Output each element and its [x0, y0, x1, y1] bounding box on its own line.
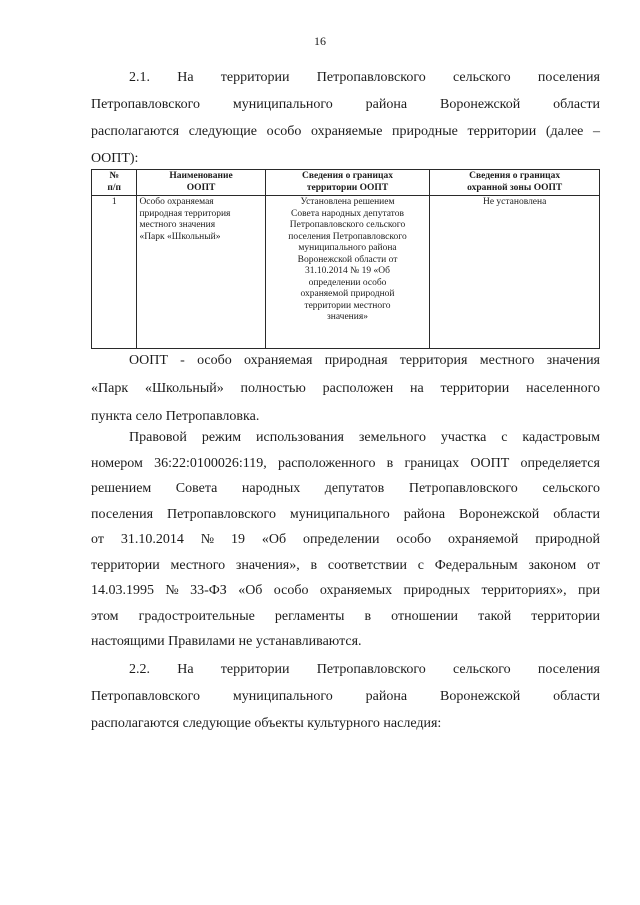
text-line	[91, 662, 600, 689]
word: населенного	[526, 381, 600, 396]
word: использования	[256, 430, 344, 445]
word: от	[587, 557, 600, 573]
word: номером	[91, 455, 143, 471]
word: располагаются	[91, 124, 180, 139]
word: области	[553, 689, 600, 704]
word: определении	[302, 532, 380, 547]
cell-boundaries: Установлена решением Совета народных депутатов Петропавловского сельского поселения Петропавловского муниципального района Воронежской области от 31.10.2014 № 19 «Об определении особо охраняемой природной территории местного значения»	[265, 196, 430, 349]
text-line	[91, 609, 600, 635]
word: от	[91, 532, 104, 547]
word: на	[410, 381, 424, 396]
word: с	[417, 557, 424, 573]
text-line	[91, 634, 600, 660]
text-line	[91, 558, 600, 584]
word: границах	[404, 455, 460, 471]
word: района	[365, 689, 408, 704]
word: такой	[478, 608, 512, 624]
word: территории	[91, 557, 160, 573]
text-line	[91, 381, 600, 409]
text-line	[91, 481, 600, 507]
word: природные	[392, 124, 458, 139]
text-line	[91, 583, 600, 609]
word: «Об	[261, 532, 287, 547]
text-line	[91, 456, 600, 482]
word: в	[386, 455, 394, 471]
word: с	[501, 430, 508, 445]
word: особо	[396, 532, 432, 547]
section-2-2	[91, 662, 600, 743]
word: сельского	[452, 70, 511, 85]
word: поселения	[537, 662, 600, 677]
word: сельского	[452, 662, 511, 677]
word: располагаются следующие объекты культурного наследия:	[91, 716, 442, 731]
word: области	[553, 97, 600, 112]
word: №	[200, 532, 215, 547]
word: Петропавловского	[91, 689, 200, 704]
word: местного	[479, 353, 535, 368]
word: Воронежской	[459, 506, 540, 522]
table-header-row	[92, 170, 600, 196]
word: депутатов	[324, 481, 385, 496]
word: «Об	[238, 583, 263, 598]
word: значения»,	[235, 557, 300, 573]
word: природная	[324, 353, 388, 368]
word: охраняемая	[244, 353, 313, 368]
word: 33-ФЗ	[190, 583, 227, 598]
word: охраняемой	[448, 532, 519, 547]
word: расположен	[322, 381, 394, 396]
word: особо	[266, 124, 302, 139]
text-line	[91, 124, 600, 151]
word: градостроительные	[138, 608, 255, 624]
word: территории	[220, 662, 290, 677]
cell-name: Особо охраняемая природная территория местного значения «Парк «Школьный»	[137, 196, 265, 349]
text-line	[91, 689, 600, 716]
word: территориях»,	[481, 583, 567, 598]
word: земельного	[358, 430, 426, 445]
word: -	[180, 353, 185, 368]
word: 2.1.	[129, 70, 150, 85]
word: участка	[440, 430, 487, 445]
word: 14.03.1995	[91, 583, 154, 598]
word: района	[403, 506, 446, 522]
text-line	[91, 532, 600, 558]
header-zone: Сведения о границах охранной зоны ООПТ	[430, 170, 600, 196]
word: «Парк	[91, 381, 129, 396]
word: пункта село Петропавловка.	[91, 409, 260, 424]
word: 19	[230, 532, 245, 547]
word: (далее	[545, 124, 584, 139]
text-line	[91, 97, 600, 124]
word: поселения	[537, 70, 600, 85]
word: Петропавловского	[408, 481, 518, 496]
word: территория	[399, 353, 468, 368]
word: регламенты	[274, 608, 345, 624]
word: На	[177, 70, 194, 85]
word: муниципального	[232, 97, 333, 112]
word: –	[593, 124, 600, 139]
word: Федеральным	[434, 557, 518, 573]
word: ООПТ	[129, 353, 168, 368]
word: ООПТ):	[91, 151, 139, 166]
word: Петропавловского	[91, 97, 200, 112]
word: №	[165, 583, 179, 598]
word: территории	[220, 70, 290, 85]
word: области	[553, 506, 600, 522]
word: района	[365, 97, 408, 112]
word: охраняемых	[319, 583, 393, 598]
word: законом	[528, 557, 577, 573]
word: природной	[535, 532, 600, 547]
table-row	[92, 196, 600, 349]
section-2-1	[91, 70, 600, 178]
text-line	[91, 430, 600, 456]
word: режим	[201, 430, 242, 445]
word: Петропавловского	[316, 662, 426, 677]
header-name: Наименование ООПТ	[137, 170, 265, 196]
word: особо	[273, 583, 309, 598]
header-num: № п/п	[92, 170, 137, 196]
word: «Школьный»	[144, 381, 224, 396]
paragraph-oopt	[91, 353, 600, 437]
word: в	[310, 557, 318, 573]
word: сельского	[542, 481, 600, 496]
word: при	[578, 583, 600, 598]
word: значения	[546, 353, 600, 368]
word: Правовой	[129, 430, 187, 445]
cell-zone: Не установлена	[430, 196, 600, 349]
word: Петропавловского	[166, 506, 276, 522]
word: Воронежской	[439, 97, 521, 112]
word: муниципального	[289, 506, 390, 522]
word: 36:22:0100026:119,	[154, 455, 267, 471]
word: охраняемые	[310, 124, 383, 139]
word: следующие	[188, 124, 258, 139]
paragraph-legal	[91, 430, 600, 660]
word: настоящими Правилами не устанавливаются.	[91, 634, 362, 649]
word: местного	[170, 557, 226, 573]
word: особо	[197, 353, 232, 368]
text-line	[91, 353, 600, 381]
word: отношении	[391, 608, 459, 624]
word: в	[364, 608, 372, 624]
word: На	[177, 662, 194, 677]
word: территории	[440, 381, 510, 396]
page-number: 16	[314, 34, 326, 48]
word: Петропавловского	[316, 70, 426, 85]
word: народных	[241, 481, 301, 496]
word: расположенного	[278, 455, 376, 471]
word: территории	[531, 608, 600, 624]
oopt-table	[91, 169, 600, 349]
text-line	[91, 716, 600, 743]
word: соответствии	[327, 557, 407, 573]
word: определяется	[520, 455, 600, 471]
word: полностью	[240, 381, 306, 396]
word: муниципального	[232, 689, 333, 704]
word: кадастровым	[522, 430, 600, 445]
word: 31.10.2014	[120, 532, 184, 547]
word: Воронежской	[439, 689, 521, 704]
text-line	[91, 70, 600, 97]
word: этом	[91, 608, 119, 624]
word: поселения	[91, 506, 154, 522]
word: природных	[403, 583, 471, 598]
word: 2.2.	[129, 662, 150, 677]
word: Совета	[175, 481, 218, 496]
word: ООПТ	[470, 455, 510, 471]
cell-num: 1	[92, 196, 137, 349]
header-boundaries: Сведения о границах территории ООПТ	[265, 170, 430, 196]
text-line	[91, 507, 600, 533]
word: решением	[91, 481, 152, 496]
word: территории	[467, 124, 537, 139]
